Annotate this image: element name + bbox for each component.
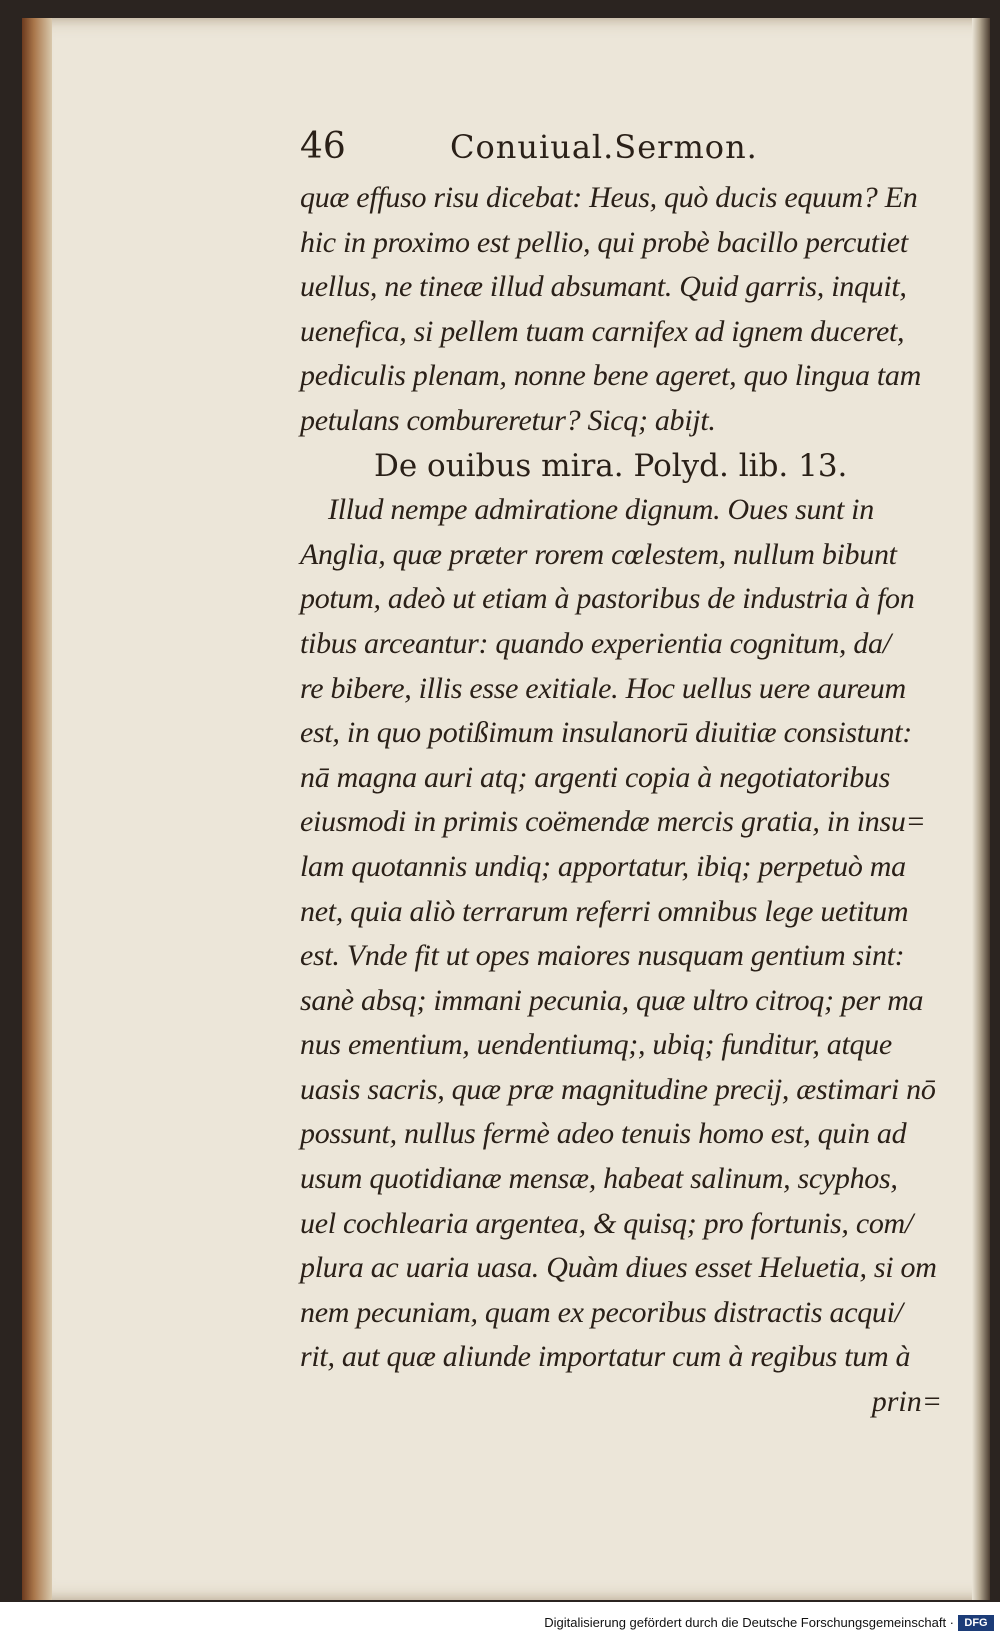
paragraph-main: [300, 488, 960, 1380]
text-line: est, in quo potißimum insulanorū diuitiæ consistunt:: [300, 716, 912, 750]
page-number: 46: [300, 126, 346, 167]
text-line: re bibere, illis esse exitiale. Hoc uellus uere aureum: [300, 671, 906, 705]
text-line: nus ementium, uendentiumq;, ubiq; funditur, atque: [300, 1028, 892, 1062]
text-line: Anglia, quæ præter rorem cœlestem, nullum bibunt: [300, 537, 897, 571]
text-line: pediculis plenam, nonne bene ageret, quo lingua tam: [300, 359, 921, 393]
text-line: Illud nempe admiratione dignum. Oues sunt in: [328, 493, 874, 527]
paragraph-top: [300, 176, 960, 444]
text-line: est. Vnde fit ut opes maiores nusquam gentium sint:: [300, 939, 905, 973]
text-line: uel cochlearia argentea, & quisq; pro fortunis, com/: [300, 1206, 913, 1240]
text-line: lam quotannis undiq; apportatur, ibiq; perpetuò ma: [300, 849, 906, 883]
book-binding: [22, 18, 52, 1600]
page-fore-edge: [972, 18, 990, 1600]
text-block: [300, 126, 960, 1425]
text-line: nem pecuniam, quam ex pecoribus distractis acqui/: [300, 1295, 903, 1329]
text-line: petulans combureretur? Sicq; abijt.: [300, 403, 716, 437]
text-line: usum quotidianæ mensæ, habeat salinum, scyphos,: [300, 1162, 898, 1196]
section-heading: De ouibus mira. Polyd. lib. 13.: [374, 447, 848, 484]
text-line: nā magna auri atq; argenti copia à negotiatoribus: [300, 760, 891, 794]
text-line: rit, aut quæ aliunde importatur cum à regibus tum à: [300, 1340, 911, 1374]
text-line: tibus arceantur: quando experientia cognitum, da/: [300, 626, 891, 660]
page-header: [300, 126, 960, 176]
text-line: net, quia aliò terrarum referri omnibus lege uetitum: [300, 894, 909, 928]
text-line: uellus, ne tineæ illud absumant. Quid garris, inquit,: [300, 270, 907, 304]
text-line: hic in proximo est pellio, qui probè bacillo percutiet: [300, 225, 908, 259]
text-line: potum, adeò ut etiam à pastoribus de industria à fon: [300, 582, 915, 616]
text-line: sanè absq; immani pecunia, quæ ultro citroq; per ma: [300, 983, 924, 1017]
text-line: plura ac uaria uasa. Quàm diues esset Heluetia, si om: [300, 1251, 937, 1285]
text-line: uenefica, si pellem tuam carnifex ad ignem duceret,: [300, 314, 905, 348]
dfg-logo: DFG: [958, 1615, 994, 1631]
running-head: Conuiual.Sermon.: [450, 128, 758, 166]
funding-credit: Digitalisierung gefördert durch die Deutsche Forschungsgemeinschaft ·: [544, 1615, 954, 1630]
text-line: uasis sacris, quæ præ magnitudine precij, æstimari nō: [300, 1072, 936, 1106]
text-line: eiusmodi in primis coëmendæ mercis gratia, in insu=: [300, 805, 926, 839]
text-line: quæ effuso risu dicebat: Heus, quò ducis equum? En: [300, 181, 918, 214]
book-page: [22, 18, 990, 1600]
text-line: possunt, nullus fermè adeo tenuis homo est, quin ad: [300, 1117, 907, 1151]
footer-bar: [0, 1602, 1000, 1640]
catchword: prin=: [871, 1385, 942, 1419]
